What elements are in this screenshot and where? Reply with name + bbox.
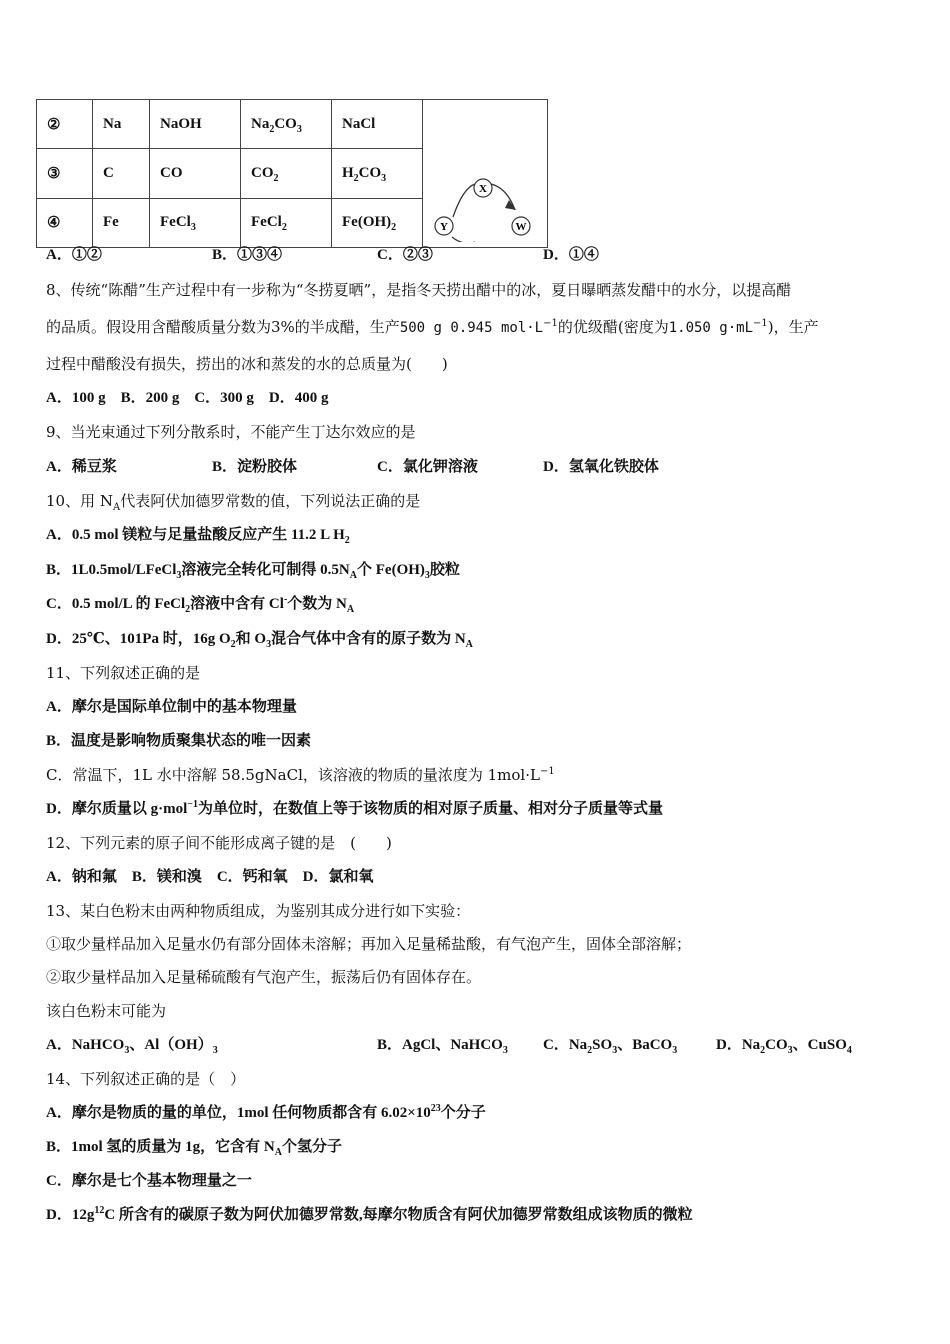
q9-option-c: C．氯化钾溶液 (377, 459, 478, 475)
q12-stem: 12、下列元素的原子间不能形成离子键的是 ( ) (46, 834, 392, 852)
q8-options: A．100 g B．200 g C．300 g D．400 g (46, 390, 329, 406)
q9-option-a: A．稀豆浆 (46, 459, 117, 475)
node-x-label: X (479, 183, 487, 195)
q9-stem: 9、当光束通过下列分散系时，不能产生丁达尔效应的是 (46, 423, 416, 441)
q14-stem: 14、下列叙述正确的是（ ） (46, 1070, 246, 1088)
q9-option-b: B．淀粉胶体 (212, 459, 298, 475)
table-row (37, 100, 548, 149)
q7-option-b: B．①③④ (212, 247, 283, 263)
node-w-label: W (515, 221, 527, 233)
q10-option-a: A．0.5 mol 镁粒与足量盐酸反应产生 11.2 L $H_2$ (46, 527, 350, 546)
q7-table (36, 99, 548, 248)
q14-option-b: B．1mol 氢的质量为 1g，它含有 $N_A$个氢分子 (46, 1139, 343, 1158)
q10-option-d: D．25℃、101Pa 时，16g $O_2$和 $O_3$混合气体中含有的原子数为 $N_A$ (46, 631, 473, 650)
q13-option-a: A．NaHCO$_3$、$Al(OH)_3$ (46, 1037, 218, 1056)
q14-option-d: D．$12g^{12}C$ 所含有的碳原子数为阿伏加德罗常数,每摩尔物质含有阿伏加德罗常数组成该物质的微粒 (46, 1205, 693, 1223)
cell: $CO_2$ (241, 149, 332, 198)
cycle-diagram-svg (423, 100, 547, 242)
cell: $Na_2CO_3$ (241, 100, 332, 149)
q11-option-d: D．摩尔质量以 g·mol$^{-1}$为单位时，在数值上等于该物质的相对原子质量、相对分子质量等式量 (46, 799, 663, 817)
cell: $H_2CO_3$ (332, 149, 423, 198)
q11-option-c: C．常温下，1L 水中溶解 58.5gNaCl，该溶液的物质的量浓度为 $1mol\cdot L^{-1}$ (46, 766, 555, 784)
q13-step2: ②取少量样品加入足量稀硫酸有气泡产生，振荡后仍有固体存在。 (46, 968, 482, 986)
q13-ask: 该白色粉末可能为 (46, 1002, 167, 1020)
q13-stem: 13、某白色粉末由两种物质组成，为鉴别其成分进行如下实验： (46, 902, 471, 920)
cell: NaCl (332, 100, 423, 149)
cell: FeCl$_2$ (241, 198, 332, 247)
q7-option-a: A．①② (46, 247, 102, 263)
q8-stem-line2: 的品质。假设用含醋酸质量分数为3%的半成醋，生产500 g 0.945 $mol\cdot L^{-1}$的优级醋(密度为1.050 $g\cdot mL^{-1}$)，生产 (46, 318, 819, 336)
q13-step1: ①取少量样品加入足量水仍有部分固体未溶解；再加入足量稀盐酸，有气泡产生，固体全部溶解； (46, 935, 692, 953)
q13-option-c: C．$Na_2SO_3$、BaCO$_3$ (543, 1037, 678, 1056)
cell: Fe (93, 198, 150, 247)
q14-option-a: A．摩尔是物质的量的单位，1mol 任何物质都含有 $6.02\times 10^{23}$个分子 (46, 1103, 486, 1121)
row-index: ② (37, 100, 93, 149)
cell: NaOH (150, 100, 241, 149)
q11-stem: 11、下列叙述正确的是 (46, 664, 201, 682)
node-y-label: Y (440, 221, 448, 233)
q14-option-c: C．摩尔是七个基本物理量之一 (46, 1173, 252, 1189)
q10-option-c: C．0.5 mol/L 的 FeCl$_2$溶液中含有 Cl-个数为 $N_A$ (46, 594, 355, 615)
q8-stem-line3: 过程中醋酸没有损失，捞出的冰和蒸发的水的总质量为( ) (46, 355, 448, 373)
q12-options: A．钠和氟 B．镁和溴 C．钙和氧 D．氯和氧 (46, 869, 374, 885)
q8-stem-line1: 8、传统“陈醋”生产过程中有一步称为“冬捞夏晒”，是指冬天捞出醋中的冰，夏日曝晒蒸发醋中的水分，以提高醋 (46, 281, 792, 299)
cell: FeCl$_3$ (150, 198, 241, 247)
row-index: ④ (37, 198, 93, 247)
q7-option-d: D．①④ (543, 247, 599, 263)
cell: Na (93, 100, 150, 149)
q13-option-b: B．AgCl、NaHCO$_3$ (377, 1037, 508, 1056)
q7-option-c: C．②③ (377, 247, 433, 263)
q10-stem: 10、用 $N_A$代表阿伏加德罗常数的值，下列说法正确的是 (46, 492, 421, 513)
cycle-diagram (423, 100, 548, 248)
q13-option-d: D．$Na_2CO_3$、CuSO$_4$ (716, 1037, 852, 1056)
cell: C (93, 149, 150, 198)
cell: CO (150, 149, 241, 198)
q11-option-a: A．摩尔是国际单位制中的基本物理量 (46, 699, 297, 715)
cell: $Fe(OH)_2$ (332, 198, 423, 247)
q9-option-d: D．氢氧化铁胶体 (543, 459, 659, 475)
row-index: ③ (37, 149, 93, 198)
q10-option-b: B．1L0.5mol/LFeCl$_3$溶液完全转化可制得 $0.5N_A$个 $Fe(OH)_3$胶粒 (46, 562, 460, 581)
q11-option-b: B．温度是影响物质聚集状态的唯一因素 (46, 733, 312, 749)
